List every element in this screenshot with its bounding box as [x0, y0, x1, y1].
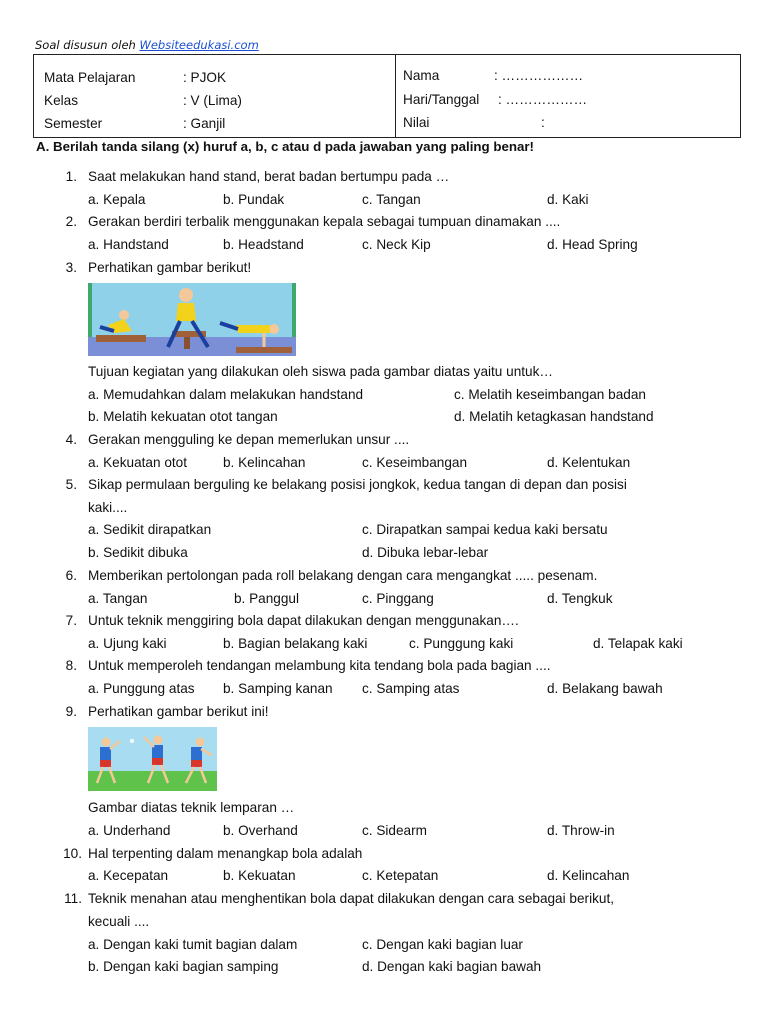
question-text: Untuk memperoleh tendangan melambung kita tendang bola pada bagian .... — [88, 658, 551, 673]
question-text: Sikap permulaan berguling ke belakang posisi jongkok, kedua tangan di depan dan posisi — [88, 477, 627, 492]
question-number: 2. — [65, 214, 77, 229]
question-number: 6. — [65, 568, 77, 583]
option-b[interactable]: b. Samping kanan — [223, 681, 333, 696]
option-a[interactable]: a. Dengan kaki tumit bagian dalam — [88, 937, 298, 952]
gymnastics-drawing — [88, 283, 296, 356]
question-number: 3. — [65, 260, 77, 275]
option-c[interactable]: c. Melatih keseimbangan badan — [454, 387, 646, 402]
question-text: Memberikan pertolongan pada roll belakang dengan cara mengangkat ..... pesenam. — [88, 568, 598, 583]
option-b[interactable]: b. Bagian belakang kaki — [223, 636, 368, 651]
question-text: Gerakan berdiri terbalik menggunakan kepala sebagai tumpuan dinamakan .... — [88, 214, 561, 229]
credit-link[interactable]: Websiteedukasi.com — [139, 38, 259, 52]
info-value-score[interactable]: : — [541, 115, 545, 130]
option-c[interactable]: c. Ketepatan — [362, 868, 439, 883]
question-number: 10. — [63, 846, 82, 861]
question-text-continued: kecuali .... — [88, 914, 150, 929]
question-text: Teknik menahan atau menghentikan bola dapat dilakukan dengan cara sebagai berikut, — [88, 891, 614, 906]
question-number: 5. — [65, 477, 77, 492]
option-d[interactable]: d. Head Spring — [547, 237, 638, 252]
question-number: 7. — [65, 613, 77, 628]
option-c[interactable]: c. Tangan — [362, 192, 421, 207]
option-d[interactable]: d. Kelincahan — [547, 868, 630, 883]
question-text: Gerakan mengguling ke depan memerlukan unsur .... — [88, 432, 410, 447]
question-number: 11. — [64, 891, 82, 906]
option-a[interactable]: a. Memudahkan dalam melakukan handstand — [88, 387, 364, 402]
option-d[interactable]: d. Throw-in — [547, 823, 615, 838]
option-a[interactable]: a. Punggung atas — [88, 681, 195, 696]
option-b[interactable]: b. Dengan kaki bagian samping — [88, 959, 279, 974]
option-c[interactable]: c. Sidearm — [362, 823, 427, 838]
info-label-date: Hari/Tanggal — [403, 92, 480, 107]
credit-prefix: Soal disusun oleh — [35, 38, 140, 52]
option-d[interactable]: d. Dengan kaki bagian bawah — [362, 959, 542, 974]
option-b[interactable]: b. Overhand — [223, 823, 298, 838]
question-text-continued: Tujuan kegiatan yang dilakukan oleh siswa pada gambar diatas yaitu untuk… — [88, 364, 553, 379]
option-c[interactable]: c. Pinggang — [362, 591, 434, 606]
throwing-illustration — [88, 727, 217, 791]
option-a[interactable]: a. Ujung kaki — [88, 636, 167, 651]
info-label-subject: Mata Pelajaran — [44, 70, 136, 85]
info-label-class: Kelas — [44, 93, 79, 108]
student-info-box — [33, 54, 741, 138]
option-c[interactable]: c. Dengan kaki bagian luar — [362, 937, 523, 952]
question-text: Perhatikan gambar berikut! — [88, 260, 252, 275]
option-b[interactable]: b. Kelincahan — [223, 455, 306, 470]
option-b[interactable]: b. Kekuatan — [223, 868, 296, 883]
option-a[interactable]: a. Tangan — [88, 591, 148, 606]
option-d[interactable]: d. Telapak kaki — [593, 636, 683, 651]
option-a[interactable]: a. Kekuatan otot — [88, 455, 188, 470]
option-c[interactable]: c. Punggung kaki — [409, 636, 514, 651]
option-b[interactable]: b. Panggul — [234, 591, 300, 606]
info-divider — [395, 55, 396, 137]
option-c[interactable]: c. Dirapatkan sampai kedua kaki bersatu — [362, 522, 608, 537]
credit-line — [35, 38, 259, 52]
option-d[interactable]: d. Melatih ketagkasan handstand — [454, 409, 654, 424]
info-value-date[interactable]: : ……………… — [498, 92, 588, 107]
option-a[interactable]: a. Kecepatan — [88, 868, 169, 883]
option-d[interactable]: d. Dibuka lebar-lebar — [362, 545, 489, 560]
option-a[interactable]: a. Kepala — [88, 192, 146, 207]
option-d[interactable]: d. Belakang bawah — [547, 681, 663, 696]
info-value-semester: : Ganjil — [183, 116, 226, 131]
question-text: Untuk teknik menggiring bola dapat dilakukan dengan menggunakan…. — [88, 613, 519, 628]
option-c[interactable]: c. Keseimbangan — [362, 455, 468, 470]
option-c[interactable]: c. Neck Kip — [362, 237, 431, 252]
section-instruction: A. Berilah tanda silang (x) huruf a, b, c atau d pada jawaban yang paling benar! — [36, 139, 534, 154]
option-b[interactable]: b. Headstand — [223, 237, 304, 252]
option-c[interactable]: c. Samping atas — [362, 681, 460, 696]
question-text: Saat melakukan hand stand, berat badan bertumpu pada … — [88, 169, 450, 184]
option-a[interactable]: a. Sedikit dirapatkan — [88, 522, 212, 537]
option-a[interactable]: a. Handstand — [88, 237, 169, 252]
info-value-class: : V (Lima) — [183, 93, 242, 108]
question-text: Hal terpenting dalam menangkap bola adalah — [88, 846, 363, 861]
option-a[interactable]: a. Underhand — [88, 823, 171, 838]
throwing-drawing — [88, 727, 217, 791]
option-d[interactable]: d. Kaki — [547, 192, 589, 207]
info-label-semester: Semester — [44, 116, 103, 131]
option-b[interactable]: b. Sedikit dibuka — [88, 545, 188, 560]
question-text-continued: Gambar diatas teknik lemparan … — [88, 800, 295, 815]
question-text: Perhatikan gambar berikut ini! — [88, 704, 269, 719]
info-label-score: Nilai — [403, 115, 430, 130]
option-b[interactable]: b. Melatih kekuatan otot tangan — [88, 409, 278, 424]
info-label-name: Nama — [403, 68, 440, 83]
question-number: 8. — [65, 658, 77, 673]
option-b[interactable]: b. Pundak — [223, 192, 285, 207]
question-text-continued: kaki.... — [88, 500, 128, 515]
question-number: 1. — [65, 169, 77, 184]
question-number: 4. — [65, 432, 77, 447]
gymnastics-illustration — [88, 283, 296, 356]
option-d[interactable]: d. Kelentukan — [547, 455, 631, 470]
option-d[interactable]: d. Tengkuk — [547, 591, 613, 606]
question-number: 9. — [65, 704, 77, 719]
info-value-name[interactable]: : ……………… — [494, 68, 584, 83]
info-value-subject: : PJOK — [183, 70, 227, 85]
